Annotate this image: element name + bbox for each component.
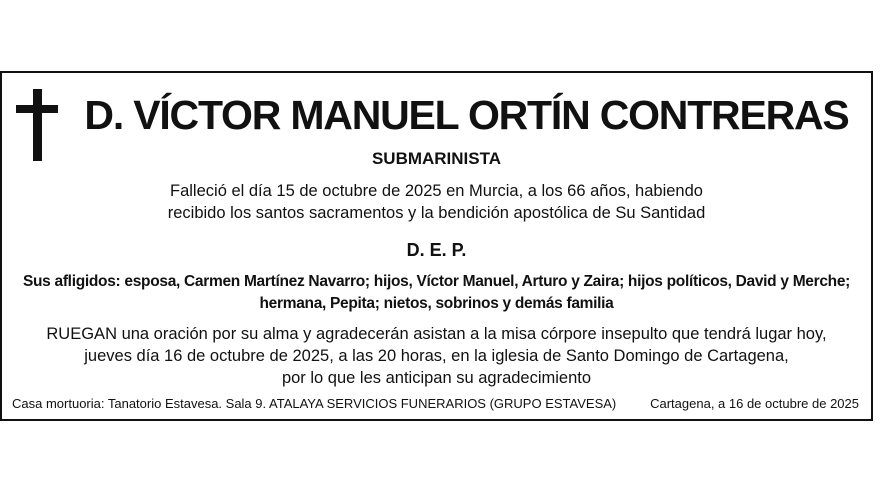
death-details-line: recibido los santos sacramentos y la bendición apostólica de Su Santidad: [167, 204, 706, 222]
deceased-name: D. VÍCTOR MANUEL ORTÍN CONTRERAS: [84, 92, 849, 138]
mass-request-line: jueves día 16 de octubre de 2025, a las 20 horas, en la iglesia de Santo Domingo de Cartagena,: [84, 347, 789, 365]
mass-request-line: por lo que les anticipan su agradecimiento: [281, 369, 592, 387]
mass-request: [2, 323, 871, 389]
place-and-date: Cartagena, a 16 de octubre de 2025: [650, 396, 859, 411]
death-details: [2, 180, 871, 224]
mass-request-line: RUEGAN una oración por su alma y agradecerán asistan a la misa córpore insepulto que tendrá lugar hoy,: [46, 325, 827, 343]
obituary-notice: [0, 71, 873, 421]
deceased-occupation: SUBMARINISTA: [371, 149, 502, 168]
death-details-line: Falleció el día 15 de octubre de 2025 en Murcia, a los 66 años, habiendo: [170, 182, 703, 200]
family-list: [2, 271, 871, 315]
funeral-home-info: Casa mortuoria: Tanatorio Estavesa. Sala 9. ATALAYA SERVICIOS FUNERARIOS (GRUPO ESTAVESA): [12, 396, 617, 411]
rip-abbreviation: D. E. P.: [406, 240, 467, 260]
family-list-line: Sus afligidos: esposa, Carmen Martínez Navarro; hijos, Víctor Manuel, Arturo y Zaira; hijos políticos, David y Merche;: [22, 273, 851, 290]
family-list-line: hermana, Pepita; nietos, sobrinos y demás familia: [259, 295, 614, 312]
